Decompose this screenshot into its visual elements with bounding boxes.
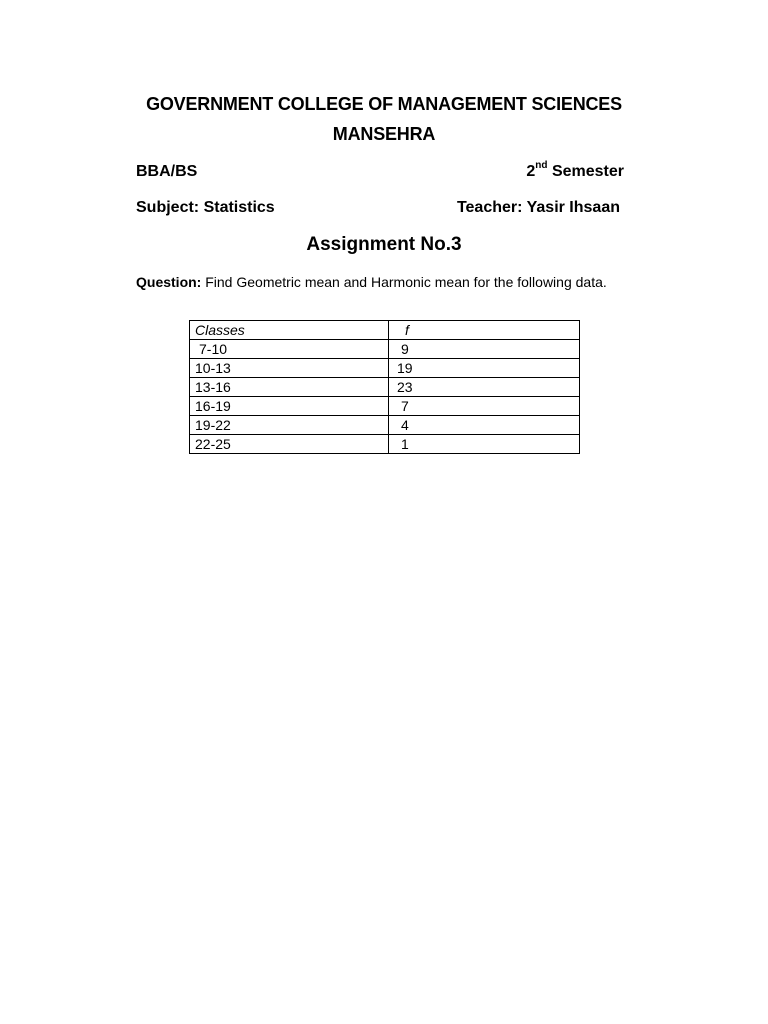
college-location: MANSEHRA bbox=[332, 124, 436, 144]
table-row bbox=[190, 340, 580, 359]
semester-suffix: nd bbox=[535, 159, 548, 171]
question-text bbox=[136, 274, 607, 290]
frequency-cell: 7 bbox=[389, 397, 580, 416]
table-row bbox=[190, 378, 580, 397]
header-classes: Classes bbox=[190, 321, 389, 340]
program-label: BBA/BS bbox=[136, 163, 198, 180]
semester-number: 2 bbox=[526, 163, 536, 180]
frequency-cell: 4 bbox=[389, 416, 580, 435]
class-cell: 16-19 bbox=[190, 397, 389, 416]
frequency-cell: 1 bbox=[389, 435, 580, 454]
frequency-table bbox=[189, 320, 580, 454]
college-name: GOVERNMENT COLLEGE OF MANAGEMENT SCIENCES bbox=[146, 94, 622, 114]
subject-label: Subject: Statistics bbox=[136, 199, 275, 216]
class-cell: 22-25 bbox=[190, 435, 389, 454]
table-row bbox=[190, 435, 580, 454]
table-row bbox=[190, 359, 580, 378]
class-cell: 7-10 bbox=[190, 340, 389, 359]
semester-word: Semester bbox=[551, 163, 624, 180]
assignment-title: Assignment No.3 bbox=[306, 234, 462, 255]
question-body: Find Geometric mean and Harmonic mean for the following data. bbox=[205, 274, 607, 290]
class-cell: 19-22 bbox=[190, 416, 389, 435]
frequency-cell: 23 bbox=[389, 378, 580, 397]
table-row bbox=[190, 397, 580, 416]
question-label: Question: bbox=[136, 274, 202, 290]
teacher-label: Teacher: Yasir Ihsaan bbox=[456, 199, 620, 216]
table-row bbox=[190, 416, 580, 435]
class-cell: 10-13 bbox=[190, 359, 389, 378]
table-header-row bbox=[190, 321, 580, 340]
frequency-cell: 9 bbox=[389, 340, 580, 359]
header-frequency: f bbox=[389, 321, 580, 340]
class-cell: 13-16 bbox=[190, 378, 389, 397]
semester-label bbox=[526, 159, 624, 181]
frequency-cell: 19 bbox=[389, 359, 580, 378]
